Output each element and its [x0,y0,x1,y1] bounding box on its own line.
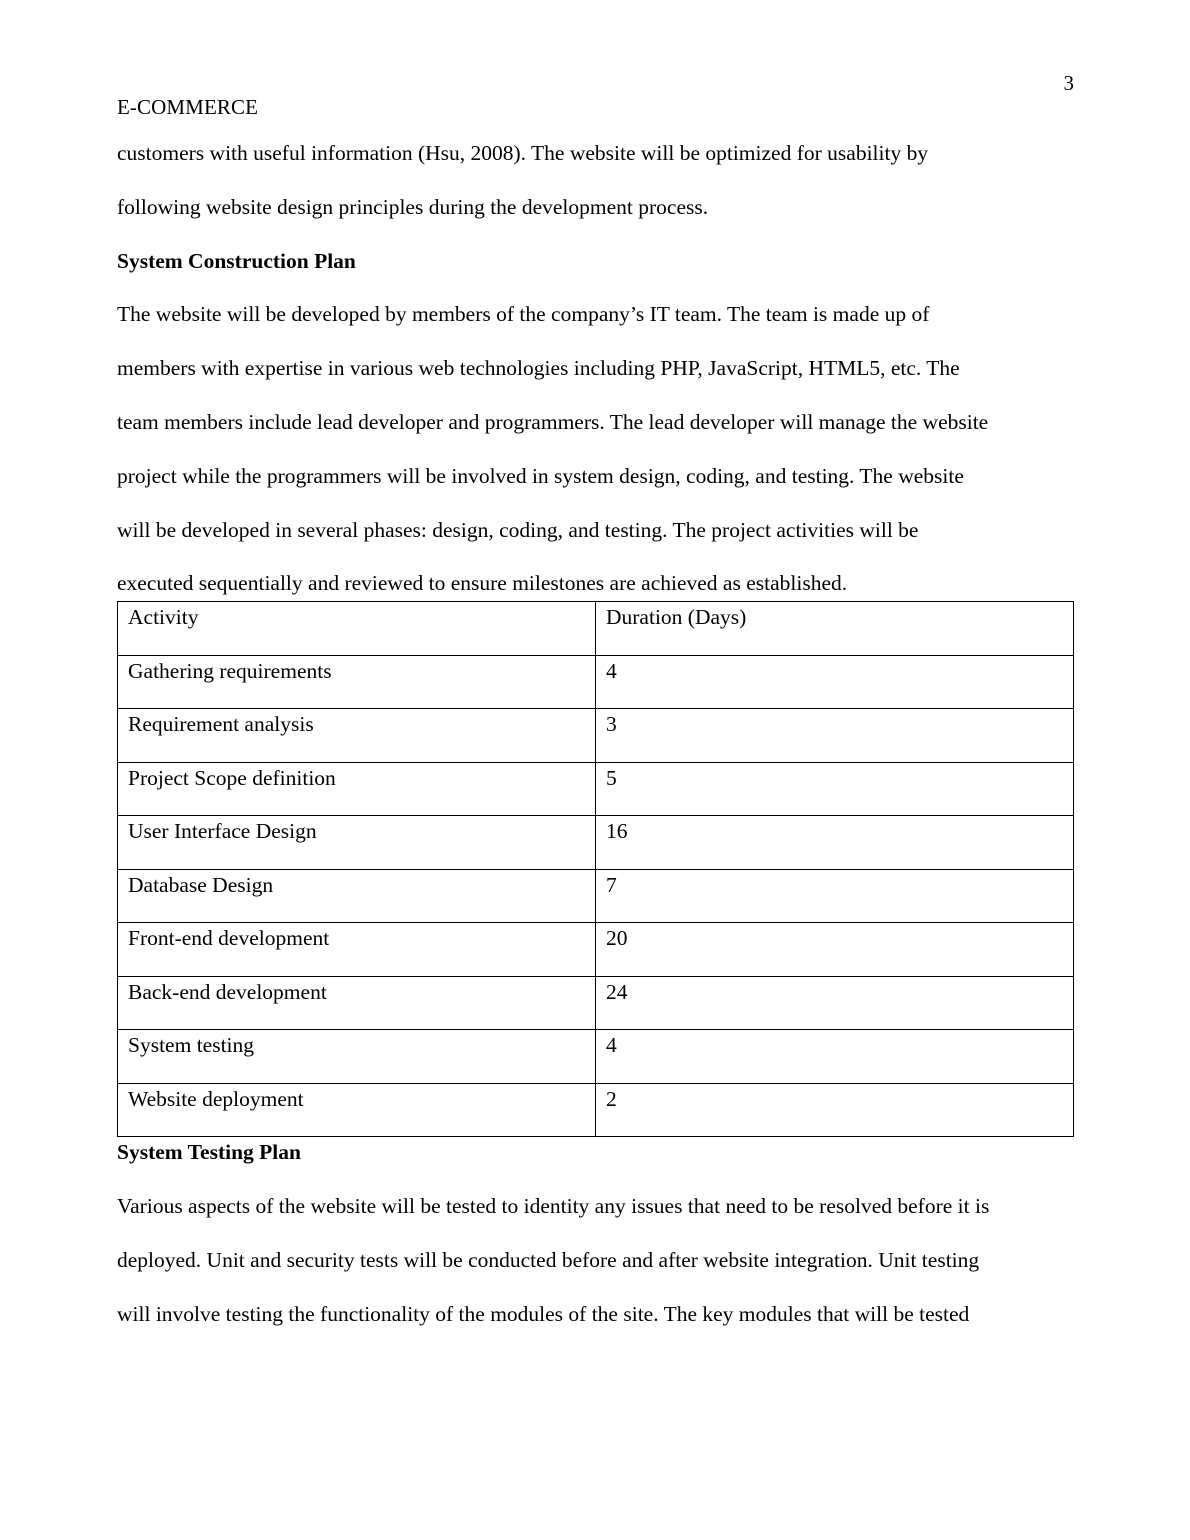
table-row [118,709,1074,763]
body-line: team members include lead developer and programmers. The lead developer will manage the website [117,409,989,434]
duration-cell: 2 [596,1083,1074,1137]
column-header-activity: Activity [118,602,596,656]
body-line: The website will be developed by members of the company’s IT team. The team is made up of [117,302,930,327]
body-line: will involve testing the functionality of the modules of the site. The key modules that will be tested [117,1301,970,1326]
table-row [118,869,1074,923]
activity-cell: System testing [118,1030,596,1084]
duration-cell: 4 [596,655,1074,709]
body-line: customers with useful information (Hsu, 2008). The website will be optimized for usability by [117,141,929,165]
body-line: deployed. Unit and security tests will be conducted before and after website integration. Unit testing [117,1247,980,1272]
table-row [118,976,1074,1030]
activity-cell: Project Scope definition [118,762,596,816]
body-line: project while the programmers will be involved in system design, coding, and testing. The website [117,463,964,488]
activity-cell: Front-end development [118,923,596,977]
duration-cell: 4 [596,1030,1074,1084]
duration-cell: 7 [596,869,1074,923]
activity-duration-table [117,601,1074,1137]
activity-cell: Database Design [118,869,596,923]
table-row [118,816,1074,870]
body-line: Various aspects of the website will be tested to identity any issues that need to be resolved before it is [117,1193,990,1218]
table-row [118,655,1074,709]
body-line: following website design principles during the development process. [117,194,709,219]
duration-cell: 5 [596,762,1074,816]
section-heading-construction: System Construction Plan [117,248,356,273]
activity-cell: Back-end development [118,976,596,1030]
activity-cell: Website deployment [118,1083,596,1137]
running-head: E-COMMERCE [117,95,259,119]
table-row [118,762,1074,816]
table-row [118,923,1074,977]
duration-cell: 16 [596,816,1074,870]
document-body [117,127,1074,1341]
page-number: 3 [1063,71,1074,95]
duration-cell: 20 [596,923,1074,977]
section-heading-testing: System Testing Plan [117,1140,301,1165]
body-line: will be developed in several phases: design, coding, and testing. The project activities will be [117,517,919,542]
activity-cell: User Interface Design [118,816,596,870]
table-row [118,1030,1074,1084]
testing-section [117,1126,1074,1341]
activity-cell: Requirement analysis [118,709,596,763]
activity-cell: Gathering requirements [118,655,596,709]
duration-cell: 24 [596,976,1074,1030]
body-line: members with expertise in various web technologies including PHP, JavaScript, HTML5, etc. The [117,356,960,381]
duration-cell: 3 [596,709,1074,763]
column-header-duration: Duration (Days) [596,602,1074,656]
body-line: executed sequentially and reviewed to ensure milestones are achieved as established. [117,571,848,596]
